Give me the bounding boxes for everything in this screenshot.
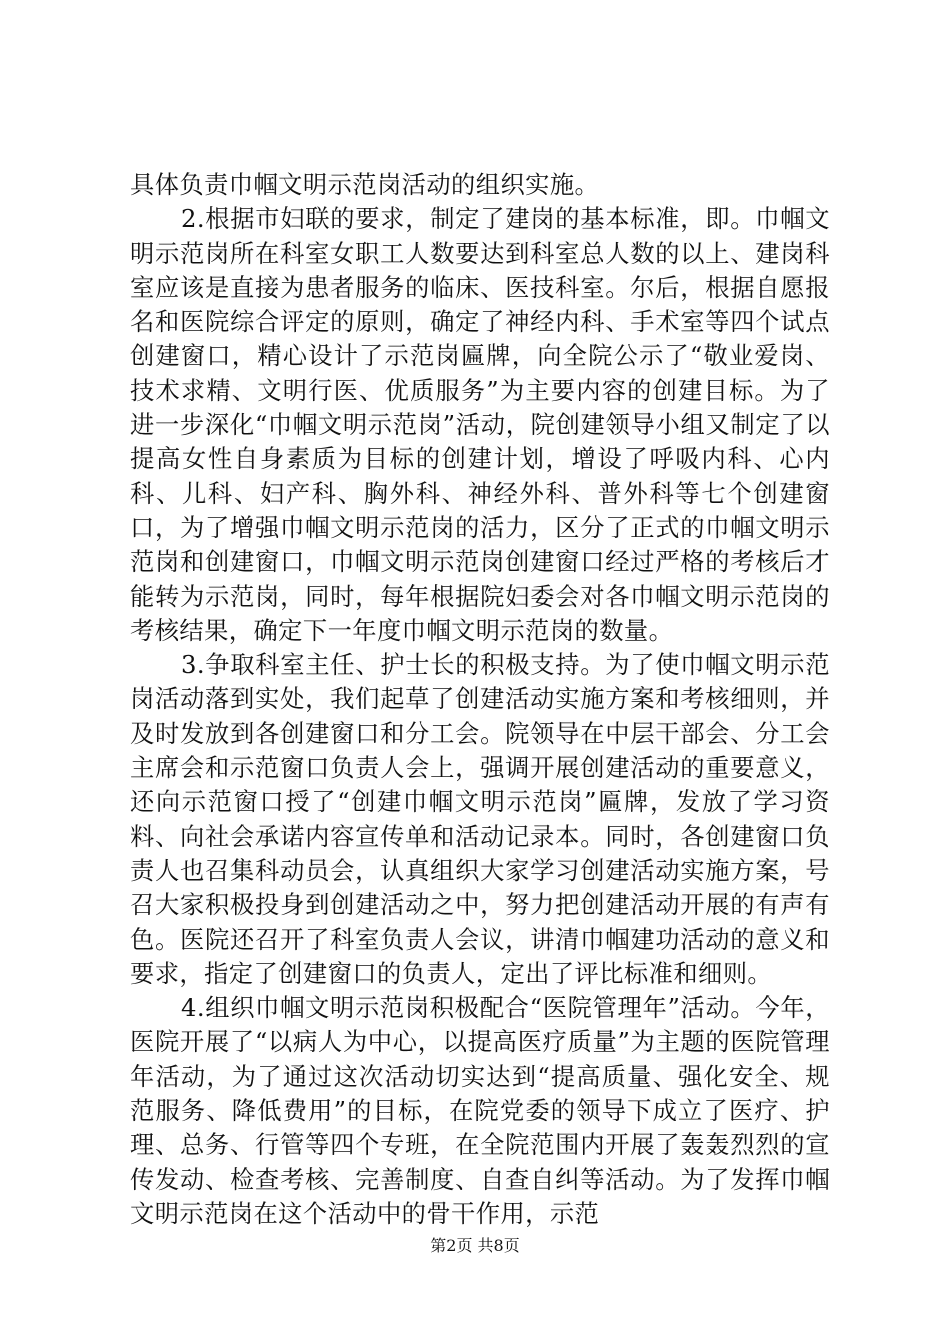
page-number-label: 第2页 共8页 xyxy=(430,1236,520,1255)
paragraph-continuation: 具体负责巾帼文明示范岗活动的组织实施。 xyxy=(130,170,600,199)
document-body xyxy=(130,168,830,1231)
page-footer xyxy=(0,1236,950,1256)
paragraph-3: 3.争取科室主任、护士长的积极支持。为了使巾帼文明示范岗活动落到实处，我们起草了创建活动实施方案和考核细则，并及时发放到各创建窗口和分工会。院领导在中层干部会、分工会主席会和示范窗口负责人会上，强调开展创建活动的重要意义，还向示范窗口授了“创建巾帼文明示范岗”匾牌，发放了学习资料、向社会承诺内容宣传单和活动记录本。同时，各创建窗口负责人也召集科动员会，认真组织大家学习创建活动实施方案，号召大家积极投身到创建活动之中，努力把创建活动开展的有声有色。医院还召开了科室负责人会议，讲清巾帼建功活动的意义和要求，指定了创建窗口的负责人，定出了评比标准和细则。 xyxy=(130,650,830,988)
paragraph-4: 4.组织巾帼文明示范岗积极配合“医院管理年”活动。今年，医院开展了“以病人为中心，以提高医疗质量”为主题的医院管理年活动，为了通过这次活动切实达到“提高质量、强化安全、规范服务、降低费用”的目标，在院党委的领导下成立了医疗、护理、总务、行管等四个专班，在全院范围内开展了轰轰烈烈的宣传发动、检查考核、完善制度、自查自纠等活动。为了发挥巾帼文明示范岗在这个活动中的骨干作用，示范 xyxy=(130,993,830,1228)
paragraph-2: 2.根据市妇联的要求，制定了建岗的基本标准，即。巾帼文明示范岗所在科室女职工人数要达到科室总人数的以上、建岗科室应该是直接为患者服务的临床、医技科室。尔后，根据自愿报名和医院综合评定的原则，确定了神经内科、手术室等四个试点创建窗口，精心设计了示范岗匾牌，向全院公示了“敬业爱岗、技术求精、文明行医、优质服务”为主要内容的创建目标。为了进一步深化“巾帼文明示范岗”活动，院创建领导小组又制定了以提高女性自身素质为目标的创建计划，增设了呼吸内科、心内科、儿科、妇产科、胸外科、神经外科、普外科等七个创建窗口，为了增强巾帼文明示范岗的活力，区分了正式的巾帼文明示范岗和创建窗口，巾帼文明示范岗创建窗口经过严格的考核后才能转为示范岗，同时，每年根据院妇委会对各巾帼文明示范岗的考核结果，确定下一年度巾帼文明示范岗的数量。 xyxy=(130,204,830,645)
